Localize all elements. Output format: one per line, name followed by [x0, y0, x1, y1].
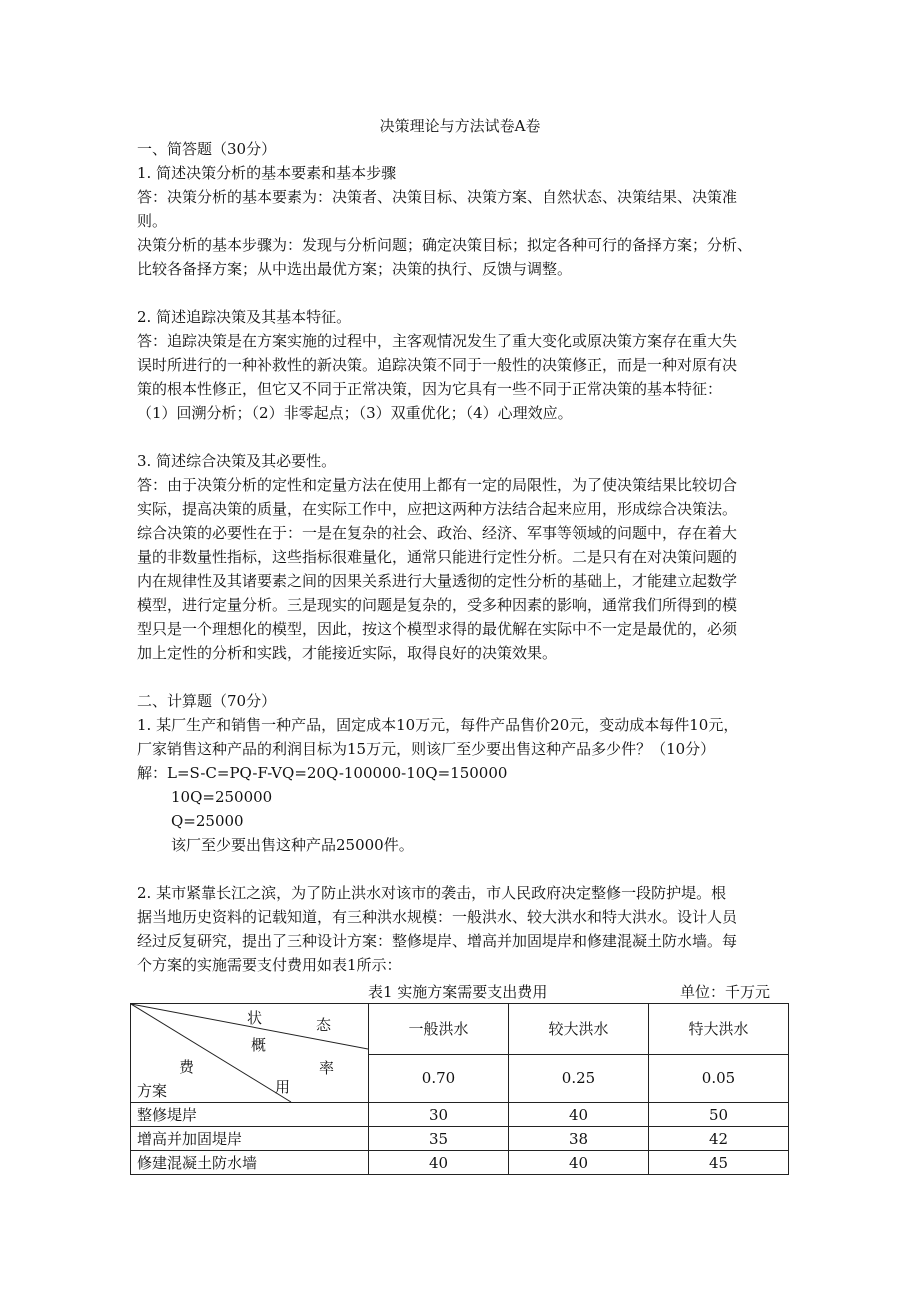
- calc-q2-line: 2. 某市紧靠长江之滨，为了防止洪水对该市的袭击，市人民政府决定整修一段防护堤。根: [137, 884, 727, 902]
- row-name: 修建混凝土防水墙: [131, 1151, 369, 1175]
- calc-q2-line: 据当地历史资料的记载知道，有三种洪水规模：一般洪水、较大洪水和特大洪水。设计人员: [137, 908, 738, 926]
- q3-answer-line: 加上定性的分析和实践，才能接近实际，取得良好的决策效果。: [137, 644, 558, 662]
- calc-q1-line: 厂家销售这种产品的利润目标为15万元，则该厂至少要出售这种产品多少件？（10分）: [137, 740, 716, 758]
- corner-label-yong: 用: [275, 1078, 291, 1096]
- probability-cell: 0.25: [509, 1054, 649, 1103]
- table-corner-cell: [131, 1004, 369, 1103]
- document-title: 决策理论与方法试卷A卷: [379, 117, 541, 135]
- q1-answer-line: 则。: [137, 212, 168, 230]
- q3-answer-line: 综合决策的必要性在于：一是在复杂的社会、政治、经济、军事等领域的问题中，存在着大: [137, 524, 738, 542]
- section2-heading: 二、计算题（70分）: [137, 692, 277, 710]
- probability-cell: 0.70: [369, 1054, 509, 1103]
- q1-question: 1. 简述决策分析的基本要素和基本步骤: [137, 164, 397, 182]
- q3-answer-line: 答：由于决策分析的定性和定量方法在使用上都有一定的局限性，为了使决策结果比较切合: [137, 476, 738, 494]
- column-header: 较大洪水: [509, 1004, 649, 1055]
- calc-q1-solution: 该厂至少要出售这种产品25000件。: [171, 836, 414, 854]
- table-header-row: [131, 1004, 789, 1055]
- column-header: 一般洪水: [369, 1004, 509, 1055]
- q2-answer-line: 答：追踪决策是在方案实施的过程中，主客观情况发生了重大变化或原决策方案存在重大失: [137, 332, 738, 350]
- cost-table: [130, 1003, 789, 1175]
- corner-label-fangan: 方案: [137, 1082, 168, 1100]
- q2-answer-line: 误时所进行的一种补救性的新决策。追踪决策不同于一般性的决策修正，而是一种对原有决: [137, 356, 738, 374]
- calc-q2-line: 个方案的实施需要支付费用如表1所示：: [137, 956, 402, 974]
- calc-q1-solution: 解：L=S-C=PQ-F-VQ=20Q-100000-10Q=150000: [137, 764, 508, 782]
- q3-answer-line: 内在规律性及其诸要素之间的因果关系进行大量透彻的定性分析的基础上，才能建立起数学: [137, 572, 738, 590]
- corner-label-tai: 态: [316, 1016, 332, 1034]
- q3-answer-line: 型只是一个理想化的模型，因此，按这个模型求得的最优解在实际中不一定是最优的，必须: [137, 620, 738, 638]
- column-header: 特大洪水: [649, 1004, 789, 1055]
- table-cell: 45: [649, 1151, 789, 1175]
- table-row: [131, 1127, 789, 1151]
- q1-answer-line: 决策分析的基本步骤为：发现与分析问题；确定决策目标；拟定各种可行的备择方案；分析、: [137, 236, 753, 254]
- q3-answer-line: 量的非数量性指标，这些指标很难量化，通常只能进行定性分析。二是只有在对决策问题的: [137, 548, 738, 566]
- table-cell: 50: [649, 1103, 789, 1127]
- corner-label-gai: 概: [251, 1036, 267, 1054]
- table-cell: 35: [369, 1127, 509, 1151]
- calc-q1-line: 1. 某厂生产和销售一种产品，固定成本10万元，每件产品售价20元，变动成本每件10元，: [137, 716, 739, 734]
- table-unit: 单位：千万元: [680, 983, 771, 1001]
- table-cell: 40: [509, 1103, 649, 1127]
- table-cell: 30: [369, 1103, 509, 1127]
- probability-cell: 0.05: [649, 1054, 789, 1103]
- q1-answer-line: 比较各备择方案；从中选出最优方案；决策的执行、反馈与调整。: [137, 260, 573, 278]
- section1-heading: 一、简答题（30分）: [137, 140, 277, 158]
- calc-q2-line: 经过反复研究，提出了三种设计方案：整修堤岸、增高并加固堤岸和修建混凝土防水墙。每: [137, 932, 738, 950]
- table-cell: 40: [369, 1151, 509, 1175]
- q2-answer-line: （1）回溯分析；（2）非零起点；（3）双重优化；（4）心理效应。: [137, 404, 573, 422]
- corner-label-lv: 率: [319, 1059, 335, 1077]
- q2-answer-line: 策的根本性修正，但它又不同于正常决策，因为它具有一些不同于正常决策的基本特征：: [137, 380, 723, 398]
- table-row: [131, 1151, 789, 1175]
- corner-label-fei: 费: [179, 1058, 195, 1076]
- calc-q1-solution: 10Q=250000: [171, 788, 273, 806]
- q1-answer-line: 答：决策分析的基本要素为：决策者、决策目标、决策方案、自然状态、决策结果、决策准: [137, 188, 738, 206]
- calc-q1-solution: Q=25000: [171, 812, 244, 830]
- table-row: [131, 1103, 789, 1127]
- table-cell: 42: [649, 1127, 789, 1151]
- corner-diagonal: [131, 1004, 368, 1102]
- table-cell: 40: [509, 1151, 649, 1175]
- row-name: 增高并加固堤岸: [131, 1127, 369, 1151]
- row-name: 整修堤岸: [131, 1103, 369, 1127]
- q3-answer-line: 模型，进行定量分析。三是现实的问题是复杂的，受多种因素的影响，通常我们所得到的模: [137, 596, 738, 614]
- q3-question: 3. 简述综合决策及其必要性。: [137, 452, 337, 470]
- q3-answer-line: 实际，提高决策的质量，在实际工作中，应把这两种方法结合起来应用，形成综合决策法。: [137, 500, 738, 518]
- q2-question: 2. 简述追踪决策及其基本特征。: [137, 308, 352, 326]
- table-cell: 38: [509, 1127, 649, 1151]
- corner-label-zhuang: 状: [247, 1009, 263, 1027]
- table-caption: 表1 实施方案需要支出费用: [368, 983, 548, 1001]
